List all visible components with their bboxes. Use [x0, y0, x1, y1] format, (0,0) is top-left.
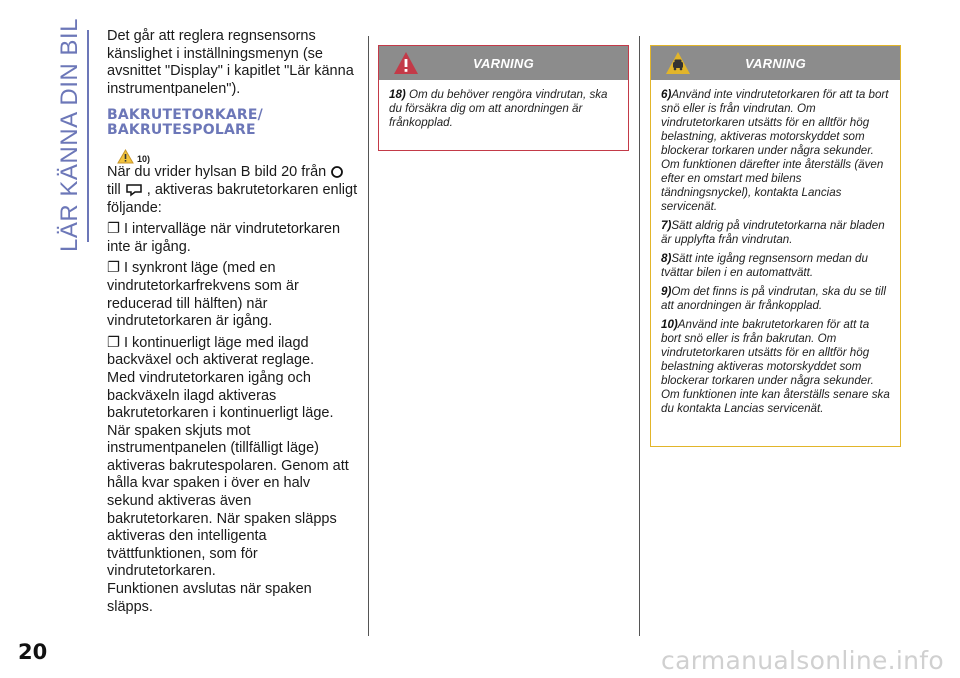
warning-box-red — [378, 45, 629, 151]
warning-box-header — [379, 46, 628, 80]
warning-item-text: Om du behöver rengöra vindrutan, ska du försäkra dig om att anordningen är frånkopplad. — [389, 88, 608, 129]
rotate-text-b: till — [107, 181, 121, 198]
warning-title: VARNING — [472, 55, 535, 71]
column-divider — [368, 36, 369, 636]
bullet-item — [107, 260, 359, 330]
warning-item-number: 6) — [661, 88, 672, 101]
warning-item-text: Om det finns is på vindrutan, ska du se till att anordningen är frånkopplad. — [661, 285, 886, 312]
rotate-text-c: , aktiveras bakrutetorkaren enligt följande: — [107, 181, 358, 216]
section-heading — [107, 108, 359, 138]
section-heading-line1: BAKRUTETORKARE/ — [107, 107, 263, 124]
bullet-item — [107, 221, 359, 256]
warning-box-header — [651, 46, 900, 80]
reverse-gear-paragraph: Med vindrutetorkaren igång och backväxeln ilagd aktiveras bakrutetorkaren i kontinuerligt läge. — [107, 369, 334, 422]
warning-box-yellow — [650, 45, 901, 447]
warning-item — [661, 318, 890, 416]
warning-item-number: 7) — [661, 219, 672, 232]
warning-item-number: 9) — [661, 285, 672, 298]
push-lever-paragraph: När spaken skjuts mot instrumentpanelen (tillfälligt läge) aktiveras bakrutespolaren. Genom att hålla kvar spaken i över en halv sekund aktiveras även bakrutetorkaren. När spaken släpps aktiveras den intelligenta tvättfunktionen, som för vindrutetorkaren. — [107, 422, 349, 580]
warning-item-text: Sätt inte igång regnsensorn medan du tvättar bilen i en automattvätt. — [661, 252, 868, 279]
bullet-item — [107, 335, 359, 370]
bullet-text: I kontinuerligt läge med ilagd backväxel och aktiverat reglage. — [107, 334, 315, 369]
warning-item-number: 10) — [661, 318, 678, 331]
bullet-square: ❐ — [107, 334, 120, 351]
warning-title: VARNING — [744, 55, 807, 71]
column-divider — [639, 36, 640, 636]
chapter-side-rule — [87, 30, 89, 242]
rotate-paragraph — [107, 164, 359, 217]
warning-item — [661, 285, 890, 313]
warning-item-text: Använd inte vindrutetorkaren för att ta bort snö eller is från vindrutan. Om vindrutetorkaren utsätts för en alltför hög belastning, aktiveras motorskyddet som blockerar torkaren under några sekunder. Om funktionen därefter inte återställs (även efter en omstart med bilens tändningsnyckel), kontakta Lancias servicenät. — [661, 88, 889, 213]
chapter-title-text: LÄR KÄNNA DIN BIL — [56, 18, 84, 252]
rotate-text-a: När du vrider hylsan B bild 20 från — [107, 164, 327, 181]
warning-reference-number: 10) — [137, 154, 151, 165]
page-number: 20 — [18, 640, 48, 664]
intro-paragraph: Det går att reglera regnsensorns känslighet i inställningsmenyn (se avsnittet "Display" i kapitlet "Lär känna instrumentpanelen"). — [107, 28, 354, 97]
section-heading-line2: BAKRUTESPOLARE — [107, 122, 256, 139]
warning-item-number: 18) — [389, 88, 406, 101]
warning-item-number: 8) — [661, 252, 672, 265]
bullet-square: ❐ — [107, 260, 120, 277]
warning-item — [389, 88, 618, 130]
warning-item-text: Använd inte bakrutetorkaren för att ta bort snö eller is från bakrutan. Om vindrutetorkaren utsätts för en alltför hög belastning aktiveras motorskyddet som blockerar torkaren under några sekunder. Om funktionen inte kan återställs senare ska du kontakta Lancias servicenät. — [661, 318, 890, 415]
warning-item — [661, 219, 890, 247]
rear-wiper-icon — [125, 183, 143, 197]
end-paragraph: Funktionen avslutas när spaken släpps. — [107, 581, 312, 615]
warning-exclamation-icon — [393, 51, 419, 75]
bullet-square: ❐ — [107, 221, 120, 238]
warning-reference — [117, 144, 359, 164]
warning-triangle-icon — [117, 149, 134, 164]
bullet-text: I synkront läge (med en vindrutetorkarfrekvens som är reducerad till hälften) när vindrutetorkaren är igång. — [107, 260, 299, 330]
bullet-text: I intervalläge när vindrutetorkaren inte är igång. — [107, 221, 341, 255]
wiper-off-icon — [330, 165, 344, 179]
chapter-side-title — [52, 18, 88, 252]
car-skid-warning-icon — [665, 51, 691, 75]
left-text-column — [107, 28, 359, 616]
watermark: carmanualsonline.info — [661, 646, 944, 675]
warning-item — [661, 88, 890, 214]
warning-box-body — [651, 80, 900, 429]
warning-box-body — [379, 80, 628, 143]
warning-item-text: Sätt aldrig på vindrutetorkarna när bladen är upplyfta från vindrutan. — [661, 219, 885, 246]
warning-item — [661, 252, 890, 280]
